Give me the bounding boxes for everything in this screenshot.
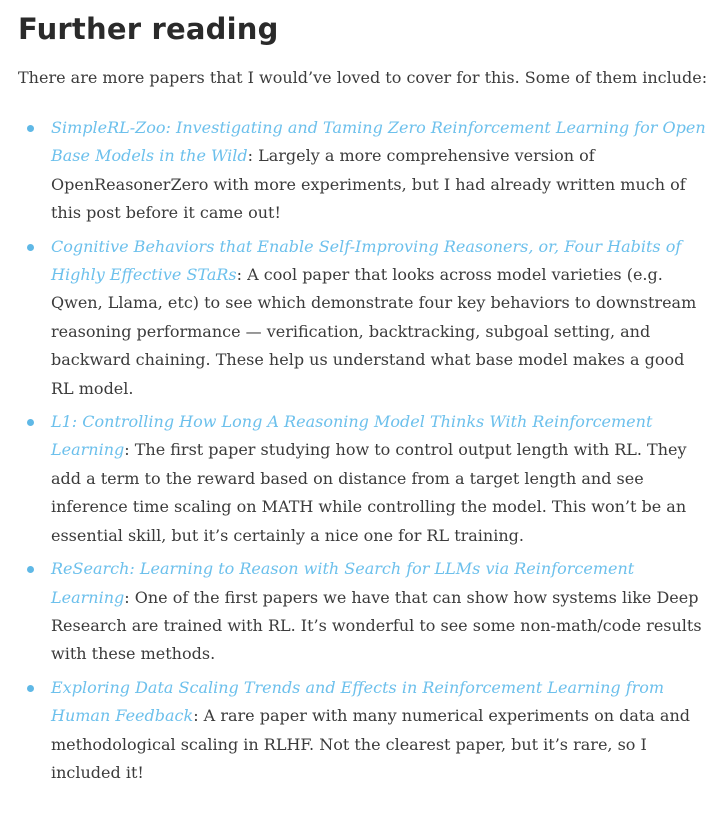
paper-link[interactable]: ReSearch: Learning to Reason with Search for LLMs via Reinforcement Learning xyxy=(51,559,635,607)
paper-link[interactable]: Exploring Data Scaling Trends and Effects in Reinforcement Learning from Human Feedback xyxy=(51,677,665,726)
list-item xyxy=(18,233,708,403)
list-item xyxy=(18,114,708,228)
paper-link[interactable]: Cognitive Behaviors that Enable Self-Improving Reasoners, or, Four Habits of Highly Effective STaRs xyxy=(51,236,682,285)
bullet-icon xyxy=(27,125,34,132)
paper-link[interactable]: L1: Controlling How Long A Reasoning Model Thinks With Reinforcement Learning xyxy=(51,412,653,460)
paper-description: : One of the first papers we have that can show how systems like Deep Research are trained with RL. It’s wonderful to see some non-math/code results with these methods. xyxy=(51,587,702,664)
bullet-icon xyxy=(27,685,34,692)
bullet-icon xyxy=(27,566,34,573)
list-item xyxy=(18,674,708,788)
paper-description: : A cool paper that looks across model varieties (e.g. Qwen, Llama, etc) to see which demonstrate four key behaviors to downstream reasoning performance — verification, backtracking, subgoal setting, and backward chaining. These help us understand what base model makes a good RL model. xyxy=(51,265,697,398)
paper-description: : A rare paper with many numerical experiments on data and methodological scaling in RLHF. Not the clearest paper, but it’s rare, so I included it! xyxy=(51,706,691,782)
bullet-icon xyxy=(27,419,34,426)
bullet-icon xyxy=(27,244,34,251)
section-heading: Further reading xyxy=(18,12,279,46)
further-reading-list xyxy=(18,114,708,787)
intro-paragraph: There are more papers that I would’ve loved to cover for this. Some of them include: xyxy=(18,68,708,87)
paper-description: : Largely a more comprehensive version of OpenReasonerZero with more experiments, but I had already written much of this post before it came out! xyxy=(51,146,686,223)
paper-description: : The first paper studying how to control output length with RL. They add a term to the reward based on distance from a target length and see inference time scaling on MATH while controlling the model. This won’t be an essential skill, but it’s certainly a nice one for RL training. xyxy=(51,440,687,545)
list-item xyxy=(18,555,708,669)
paper-link[interactable]: SimpleRL-Zoo: Investigating and Taming Zero Reinforcement Learning for Open Base Models in the Wild xyxy=(51,118,706,166)
list-item xyxy=(18,408,708,550)
